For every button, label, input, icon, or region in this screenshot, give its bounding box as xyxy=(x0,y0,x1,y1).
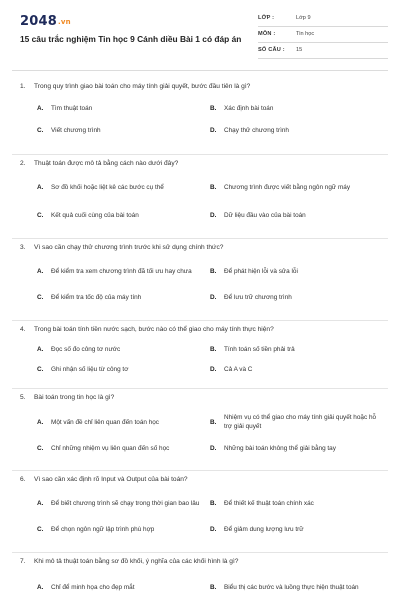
answer-option[interactable] xyxy=(37,410,212,434)
option-letter: D. xyxy=(210,293,217,301)
option-text: Sơ đồ khối hoặc liệt kê các bước cụ thể xyxy=(51,183,164,191)
answer-option[interactable] xyxy=(210,175,385,199)
option-text: Ghi nhận số liệu từ công tơ xyxy=(51,365,129,373)
option-text: Để thiết kế thuật toán chính xác xyxy=(224,499,314,507)
option-letter: C. xyxy=(37,126,44,134)
option-letter: C. xyxy=(37,293,44,301)
option-text: Để chọn ngôn ngữ lập trình phù hợp xyxy=(51,525,155,533)
option-letter: B. xyxy=(210,183,217,191)
question-number: 5. xyxy=(20,394,26,401)
option-text: Để giảm dung lượng lưu trữ xyxy=(224,525,304,533)
question-item xyxy=(12,471,388,553)
answer-option[interactable] xyxy=(37,521,212,537)
meta-info xyxy=(258,12,388,60)
option-letter: D. xyxy=(210,444,217,452)
answer-option[interactable] xyxy=(37,100,212,116)
question-item xyxy=(12,389,388,471)
option-letter: B. xyxy=(210,583,217,591)
answer-option[interactable] xyxy=(210,289,385,305)
meta-row-count xyxy=(258,44,388,59)
option-letter: D. xyxy=(210,126,217,134)
option-text: Những bài toán không thể giải bằng tay xyxy=(224,444,336,452)
option-text: Tính toán số tiền phải trả xyxy=(224,345,295,353)
question-text xyxy=(12,82,388,91)
answer-option[interactable] xyxy=(37,575,212,599)
option-letter: C. xyxy=(37,444,44,452)
option-text: Biểu thị các bước và luồng thực hiện thuật toán xyxy=(224,583,359,591)
question-prompt: Khi mô tả thuật toán bằng sơ đồ khối, ý nghĩa của các khối hình là gì? xyxy=(34,558,239,565)
answer-option[interactable] xyxy=(210,410,385,434)
option-text: Dữ liệu đầu vào của bài toán xyxy=(224,211,306,219)
question-item xyxy=(12,321,388,389)
site-logo[interactable] xyxy=(20,14,71,29)
option-letter: B. xyxy=(210,345,217,353)
answer-option[interactable] xyxy=(37,122,212,138)
meta-row-subject xyxy=(258,28,388,43)
meta-value: 15 xyxy=(296,47,303,53)
question-text xyxy=(12,159,388,168)
question-item xyxy=(12,239,388,321)
option-letter: A. xyxy=(37,499,44,507)
question-number: 1. xyxy=(20,83,26,90)
option-text: Nhiệm vụ có thể giao cho máy tính giải quyết hoặc hỗ trợ giải quyết xyxy=(224,414,377,430)
header-divider xyxy=(12,70,388,71)
option-text: Cả A và C xyxy=(224,365,253,373)
answer-option[interactable] xyxy=(210,440,385,456)
option-letter: A. xyxy=(37,418,44,426)
option-text: Đọc số đo công tơ nước xyxy=(51,345,121,353)
answer-option[interactable] xyxy=(210,521,385,537)
option-text: Để lưu trữ chương trình xyxy=(224,293,292,301)
option-letter: B. xyxy=(210,418,217,426)
question-text xyxy=(12,393,388,402)
option-text: Để kiểm tra tốc độ của máy tính xyxy=(51,293,142,301)
question-number: 7. xyxy=(20,558,26,565)
meta-value: Lớp 9 xyxy=(296,15,311,21)
page-title: 15 câu trắc nghiệm Tin học 9 Cánh diều Bài 1 có đáp án xyxy=(20,34,242,44)
meta-row-grade xyxy=(258,12,388,27)
answer-option[interactable] xyxy=(210,491,385,515)
answer-option[interactable] xyxy=(210,207,385,223)
option-text: Chỉ để minh họa cho đẹp mắt xyxy=(51,583,135,591)
option-text: Để biết chương trình sẽ chạy trong thời gian bao lâu xyxy=(51,499,200,507)
option-text: Chương trình được viết bằng ngôn ngữ máy xyxy=(224,183,351,191)
option-text: Tìm thuật toán xyxy=(51,104,93,112)
header xyxy=(12,10,388,64)
question-item xyxy=(12,78,388,155)
question-number: 4. xyxy=(20,326,26,333)
answer-option[interactable] xyxy=(37,175,212,199)
option-letter: A. xyxy=(37,345,44,353)
option-letter: A. xyxy=(37,183,44,191)
answer-option[interactable] xyxy=(210,122,385,138)
question-prompt: Bài toán trong tin học là gì? xyxy=(34,394,115,401)
option-text: Xác định bài toán xyxy=(224,104,274,112)
question-list xyxy=(12,78,388,600)
answer-option[interactable] xyxy=(37,491,212,515)
option-text: Để kiểm tra xem chương trình đã tối ưu hay chưa xyxy=(51,267,192,275)
answer-option[interactable] xyxy=(210,341,385,357)
option-text: Chạy thử chương trình xyxy=(224,126,289,134)
question-item xyxy=(12,155,388,239)
question-number: 6. xyxy=(20,476,26,483)
question-prompt: Vì sao cần chạy thử chương trình trước khi sử dụng chính thức? xyxy=(34,244,224,251)
question-number: 2. xyxy=(20,160,26,167)
answer-option[interactable] xyxy=(210,575,385,599)
option-letter: B. xyxy=(210,267,217,275)
meta-value: Tin học xyxy=(296,31,315,37)
option-letter: D. xyxy=(210,525,217,533)
option-text: Chỉ những nhiệm vụ liên quan đến số học xyxy=(51,444,170,452)
option-letter: A. xyxy=(37,267,44,275)
answer-option[interactable] xyxy=(210,361,385,377)
option-letter: B. xyxy=(210,104,217,112)
answer-option[interactable] xyxy=(37,341,212,357)
option-letter: C. xyxy=(37,211,44,219)
option-letter: D. xyxy=(210,365,217,373)
option-text: Một vấn đề chỉ liên quan đến toán học xyxy=(51,418,160,426)
option-text: Viết chương trình xyxy=(51,126,101,134)
answer-option[interactable] xyxy=(37,207,212,223)
option-text: Kết quả cuối cùng của bài toán xyxy=(51,211,139,219)
question-prompt: Trong bài toán tính tiền nước sạch, bước nào có thể giao cho máy tính thực hiện? xyxy=(34,326,274,333)
meta-key: SỐ CÂU : xyxy=(258,47,285,53)
option-letter: A. xyxy=(37,583,44,591)
question-text xyxy=(12,243,388,252)
question-item xyxy=(12,553,388,600)
meta-key: LỚP : xyxy=(258,15,275,21)
question-text xyxy=(12,325,388,334)
question-prompt: Trong quy trình giao bài toán cho máy tính giải quyết, bước đầu tiên là gì? xyxy=(34,83,251,90)
answer-option[interactable] xyxy=(37,259,212,283)
option-letter: B. xyxy=(210,499,217,507)
question-prompt: Thuật toán được mô tả bằng cách nào dưới đây? xyxy=(34,160,179,167)
option-letter: C. xyxy=(37,525,44,533)
meta-key: MÔN : xyxy=(258,31,276,37)
answer-option[interactable] xyxy=(37,289,212,305)
answer-option[interactable] xyxy=(210,259,385,283)
question-prompt: Vì sao cần xác định rõ Input và Output của bài toán? xyxy=(34,476,188,483)
answer-option[interactable] xyxy=(37,361,212,377)
logo-tld: .vn xyxy=(57,18,71,26)
option-letter: A. xyxy=(37,104,44,112)
answer-option[interactable] xyxy=(210,100,385,116)
question-text xyxy=(12,557,388,566)
logo-text: 2048 xyxy=(20,14,57,29)
answer-option[interactable] xyxy=(37,440,212,456)
option-text: Để phát hiện lỗi và sửa lỗi xyxy=(224,267,298,275)
option-letter: C. xyxy=(37,365,44,373)
question-text xyxy=(12,475,388,484)
question-number: 3. xyxy=(20,244,26,251)
option-letter: D. xyxy=(210,211,217,219)
